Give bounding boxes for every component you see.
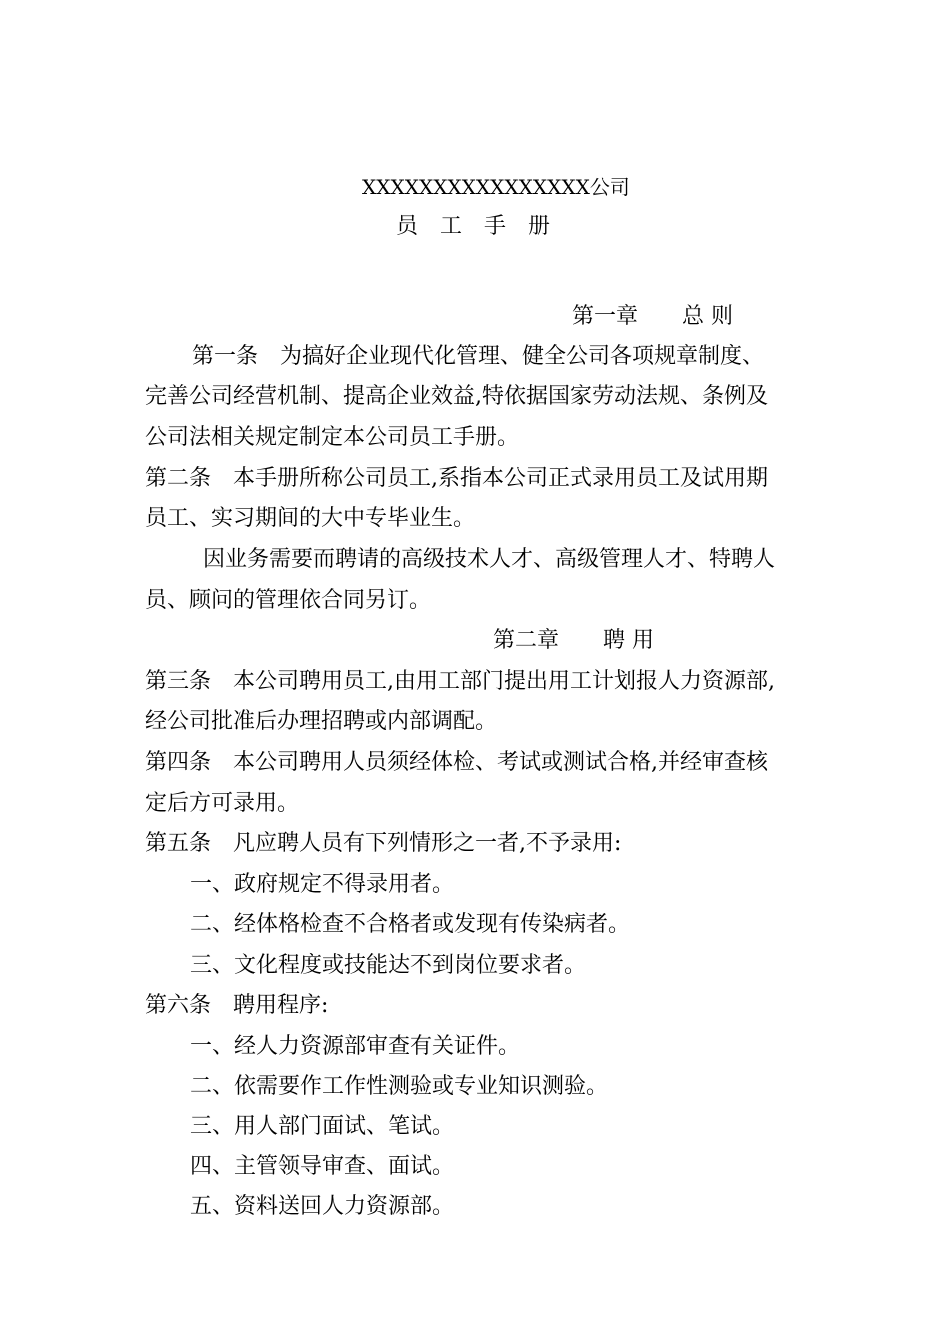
article-1-line-2: 完善公司经营机制、提高企业效益,特依据国家劳动法规、条例及 — [145, 384, 768, 409]
article-4-line-1: 第四条 本公司聘用人员须经体检、考试或测试合格,并经审查核 — [145, 750, 768, 775]
chapter-2-name: 聘 用 — [603, 628, 655, 653]
article-5-item-3: 三、文化程度或技能达不到岗位要求者。 — [190, 953, 587, 978]
article-2-line-1: 第二条 本手册所称公司员工,系指本公司正式录用员工及试用期 — [145, 466, 768, 491]
article-6-item-2: 二、依需要作工作性测验或专业知识测验。 — [190, 1074, 609, 1099]
article-6-item-5: 五、资料送回人力资源部。 — [190, 1194, 455, 1219]
chapter-2-label: 第二章 — [493, 628, 560, 653]
article-2-line-2: 员工、实习期间的大中专毕业生。 — [145, 506, 476, 531]
article-5-item-2: 二、经体格检查不合格者或发现有传染病者。 — [190, 912, 631, 937]
chapter-1-heading — [572, 302, 733, 332]
handbook-title: 员 工 手 册 — [396, 214, 551, 239]
article-2-para-line-2: 员、顾问的管理依合同另订。 — [145, 588, 432, 613]
company-title: XXXXXXXXXXXXXXXX公司 — [362, 175, 630, 199]
article-3-line-1: 第三条 本公司聘用员工,由用工部门提出用工计划报人力资源部, — [145, 669, 775, 694]
chapter-2-heading — [493, 626, 654, 656]
article-6-item-4: 四、主管领导审查、面试。 — [190, 1154, 455, 1179]
article-4-line-2: 定后方可录用。 — [145, 791, 300, 816]
article-6: 第六条 聘用程序: — [145, 993, 329, 1018]
chapter-1-label: 第一章 — [572, 304, 639, 329]
article-3-line-2: 经公司批准后办理招聘或内部调配。 — [145, 709, 498, 734]
article-1-line-1: 第一条 为搞好企业现代化管理、健全公司各项规章制度、 — [192, 344, 765, 369]
article-5: 第五条 凡应聘人员有下列情形之一者,不予录用: — [145, 831, 622, 856]
article-5-item-1: 一、政府规定不得录用者。 — [190, 872, 455, 897]
article-6-item-1: 一、经人力资源部审查有关证件。 — [190, 1034, 521, 1059]
article-2-para-line-1: 因业务需要而聘请的高级技术人才、高级管理人才、特聘人 — [203, 547, 776, 572]
article-1-line-3: 公司法相关规定制定本公司员工手册。 — [145, 425, 520, 450]
article-6-item-3: 三、用人部门面试、笔试。 — [190, 1114, 455, 1139]
chapter-1-name: 总 则 — [682, 304, 734, 329]
